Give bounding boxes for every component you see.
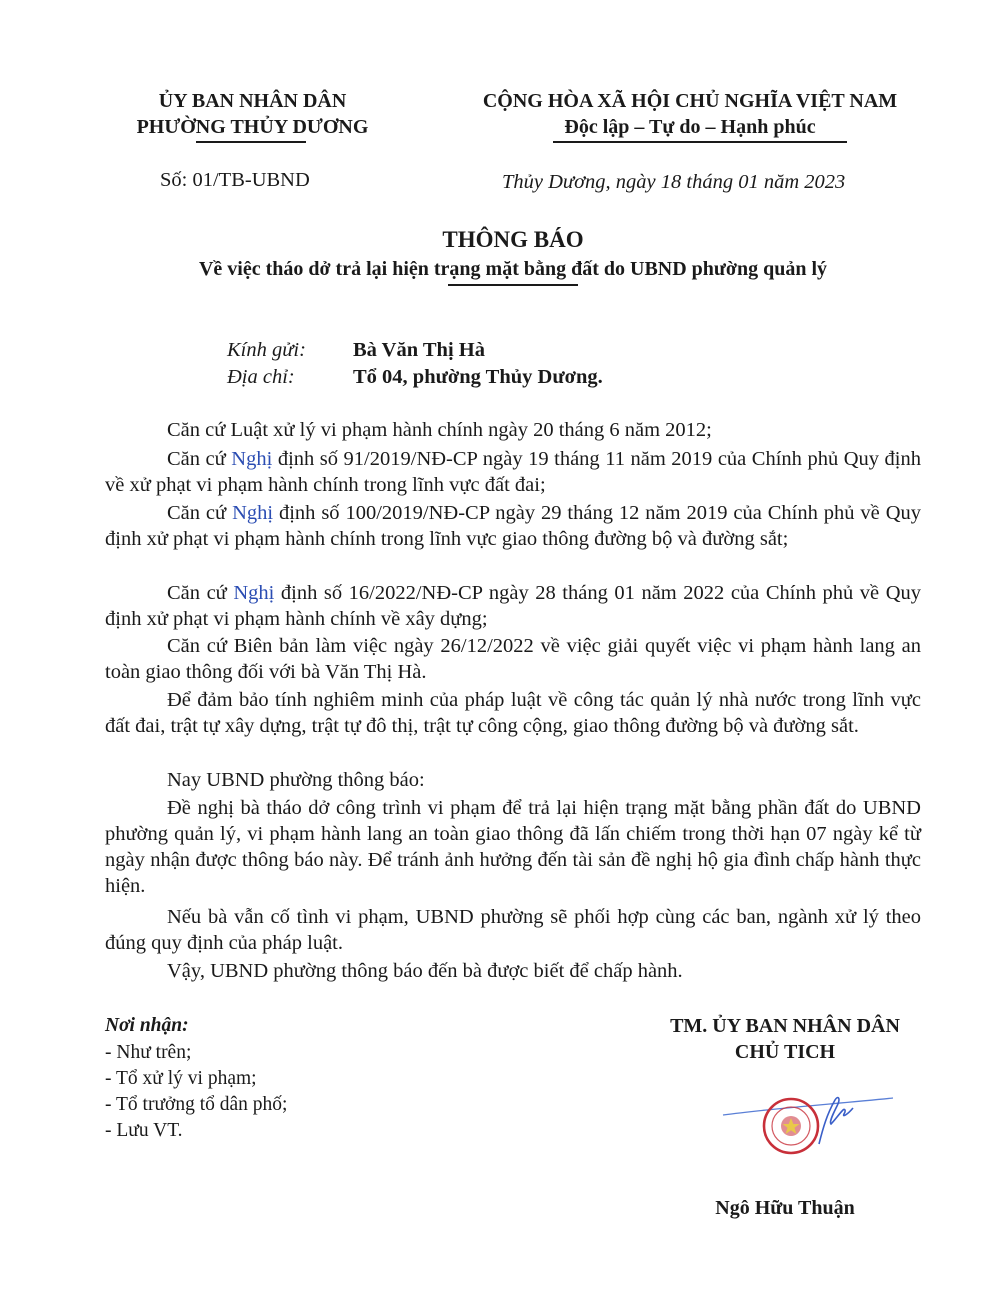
paragraph-legal-basis-1: Căn cứ Luật xử lý vi phạm hành chính ngày 20 tháng 6 năm 2012; [167,419,712,441]
paragraph-legal-basis-5: Căn cứ Biên bản làm việc ngày 26/12/2022 về việc giải quyết việc vi phạm hành lang an toàn giao thông đối với bà Văn Thị Hà. [105,635,921,683]
text: Căn cứ [167,582,234,604]
paragraph-legal-basis-3 [105,500,921,552]
address-value: Tổ 04, phường Thủy Dương. [353,366,603,388]
subtitle-underline [448,284,578,286]
paragraph-request: Đề nghị bà tháo dở công trình vi phạm để trả lại hiện trạng mặt bằng phần đất do UBND phường quản lý, vi phạm hành lang an toàn giao thông đã lấn chiếm trong thời hạn 07 ngày kể từ ngày nhận được thông báo này. Để tránh ảnh hưởng đến tài sản đề nghị hộ gia đình chấp hành thực hiện. [105,797,921,897]
org-underline [196,141,306,143]
document-number: Số: 01/TB-UBND [160,169,310,191]
national-motto: Độc lập – Tự do – Hạnh phúc [564,116,816,138]
national-title: CỘNG HÒA XÃ HỘI CHỦ NGHĨA VIỆT NAM [482,90,898,112]
paragraph-purpose: Để đảm bảo tính nghiêm minh của pháp luật về công tác quản lý nhà nước trong lĩnh vực đất đai, trật tự xây dựng, trật tự đô thị, trật tự công cộng, giao thông đường bộ và đường sắt. [105,689,921,737]
paragraph-closing: Vậy, UBND phường thông báo đến bà được biết để chấp hành. [167,960,683,982]
text: định số 100/2019/NĐ-CP ngày 29 tháng 12 năm 2019 của Chính phủ về Quy định xử phạt vi phạm hành chính trong lĩnh vực giao thông đường bộ và đường sắt; [105,502,921,550]
text: định số 16/2022/NĐ-CP ngày 28 tháng 01 năm 2022 của Chính phủ về Quy định xử phạt vi phạm hành chính về xây dựng; [105,582,921,630]
org-name-line1: ỦY BAN NHÂN DÂN [158,90,347,112]
text: định số 91/2019/NĐ-CP ngày 19 tháng 11 năm 2019 của Chính phủ Quy định về xử phạt vi phạm hành chính trong lĩnh vực đất đai; [105,448,922,496]
signer-name: Ngô Hữu Thuận [715,1197,855,1219]
paragraph-warning: Nếu bà vẫn cố tình vi phạm, UBND phường sẽ phối hợp cùng các ban, ngành xử lý theo đúng quy định của pháp luật. [105,906,921,954]
to-label: Kính gửi: [227,339,306,361]
paragraph-legal-basis-2 [105,446,921,498]
motto-underline [553,141,847,143]
recipient-item: - Tổ trưởng tổ dân phố; [105,1094,288,1115]
document-date: Thủy Dương, ngày 18 tháng 01 năm 2023 [502,171,846,193]
recipient-item: - Tổ xử lý vi phạm; [105,1068,257,1089]
paragraph-legal-basis-4 [105,580,921,632]
document-subtitle: Về việc tháo dở trả lại hiện trạng mặt bằng đất do UBND phường quản lý [198,258,828,280]
text: Căn cứ [167,502,233,524]
recipients-label: Nơi nhận: [105,1015,189,1036]
signature-position: CHỦ TICH [734,1041,836,1063]
recipient-item: - Như trên; [105,1042,192,1063]
to-value: Bà Văn Thị Hà [353,339,485,361]
stamp-and-signature-icon [715,1080,900,1170]
address-label: Địa chỉ: [227,366,295,388]
recipient-item: - Lưu VT. [105,1120,183,1141]
document-title: THÔNG BÁO [442,227,584,252]
highlight-word: Nghị [233,582,275,604]
paragraph-announce: Nay UBND phường thông báo: [167,769,425,791]
signature-title: TM. ỦY BAN NHÂN DÂN [670,1015,900,1037]
text: Căn cứ [167,448,232,470]
highlight-word: Nghị [231,448,273,470]
org-name-line2: PHƯỜNG THỦY DƯƠNG [136,116,369,138]
highlight-word: Nghị [232,502,274,524]
